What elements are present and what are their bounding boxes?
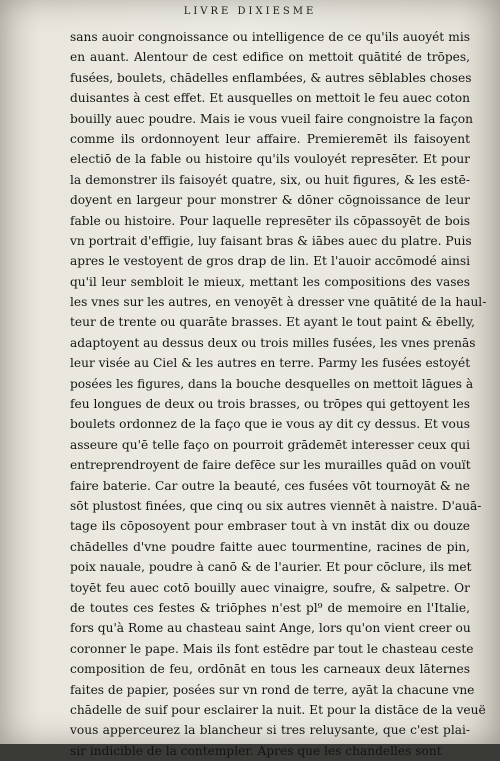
- text-line: asseure qu'ē telle faço on pourroit grādemēt interesser ceux qui: [70, 437, 470, 452]
- running-head: LIVRE DIXIESME: [183, 6, 317, 17]
- text-line: coronner le pape. Mais ils font estēdre par tout le chasteau ceste: [70, 641, 474, 656]
- text-line: teur de trente ou quarāte brasses. Et ayant le tout paint & ēbelly,: [70, 315, 476, 330]
- text-line: electiō de la fable ou histoire qu'ils vouloyét represēter. Et pour: [70, 152, 470, 167]
- text-line: poix nauale, poudre à canō & de l'aurier. Et pour cōclure, ils met: [70, 560, 472, 575]
- text-line: sans auoir congnoissance ou intelligence de ce qu'ils auoyét mis: [70, 30, 470, 44]
- text-line: comme ils ordonnoyent leur affaire. Premieremēt ils faisoyent: [70, 131, 470, 146]
- text-line: chādelle de suif pour esclairer la nuit. Et pour la distāce de la veuë: [70, 702, 486, 717]
- text-line: fusées, boulets, chādelles enflambées, & autres sēblables choses: [70, 70, 472, 85]
- text-line: de toutes ces festes & triōphes n'est pl⁹ de memoire en l'Italie,: [70, 600, 470, 615]
- text-line: fable ou histoire. Pour laquelle represēter ils cōpassoyēt de bois: [70, 213, 470, 228]
- text-line: duisantes à cest effet. Et ausquelles on mettoit le feu auec coton: [70, 91, 470, 106]
- body-text: [70, 27, 487, 761]
- text-line: qu'il leur sembloit le mieux, mettant les compositions des vases: [70, 274, 470, 289]
- text-line: toyēt feu auec cotō bouilly auec vinaigre, soufre, & salpetre. Or: [70, 580, 470, 595]
- text-line: tage ils cōposoyent pour embraser tout à vn instāt dix ou douze: [70, 519, 470, 534]
- text-line: leur visée au Ciel & les autres en terre. Parmy les fusées estoyét: [70, 356, 471, 371]
- text-line: feu longues de deux ou trois brasses, ou trōpes qui gettoyent les: [70, 397, 470, 412]
- text-line: les vnes sur les autres, en venoyēt à dresser vne quātité de la haul-: [70, 295, 487, 310]
- text-line: sir indicible de la contempler. Apres que les chandelles sont: [70, 743, 442, 758]
- text-line: vn portrait d'effigie, luy faisant bras & iābes auec du platre. Puis: [70, 233, 472, 248]
- text-line: adaptoyent au dessus deux ou trois milles fusées, les vnes prenās: [70, 335, 476, 350]
- text-line: boulets ordonnez de la faço que ie vous ay dit cy dessus. Et vous: [70, 417, 470, 432]
- text-line: composition de feu, ordōnāt en tous les carneaux deux lāternes: [70, 662, 470, 677]
- text-line: fors qu'à Rome au chasteau saint Ange, lors qu'on vient creer ou: [70, 621, 471, 636]
- text-line: chādelles d'vne poudre faitte auec tourmentine, racines de pin,: [70, 539, 470, 554]
- text-line: vous apperceurez la blancheur si tres reluysante, que c'est plai-: [70, 723, 470, 738]
- text-line: la demonstrer ils faisoyét quatre, six, ou huit figures, & les estē-: [70, 172, 470, 187]
- text-line: bouilly auec poudre. Mais ie vous vueil faire congnoistre la façon: [70, 111, 473, 126]
- text-line: en auant. Alentour de cest edifice on mettoit quātité de trōpes,: [70, 50, 470, 65]
- text-line: faites de papier, posées sur vn rond de terre, ayāt la chacune vne: [70, 682, 475, 697]
- text-line: entreprendroyent de faire defēce sur les murailles quād on vouït: [70, 458, 471, 473]
- text-line: faire baterie. Car outre la beauté, ces fusées vōt tournoyāt & ne: [70, 478, 470, 493]
- text-line: posées les figures, dans la bouche desquelles on mettoit lāgues à: [70, 376, 474, 391]
- text-line: sōt plustost finées, que cinq ou six autres viennēt à naistre. D'auā-: [70, 498, 482, 513]
- text-line: doyent en largeur pour monstrer & dōner cōgnoissance de leur: [70, 193, 470, 208]
- text-line: apres le vestoyent de gros drap de lin. Et l'auoir accōmodé ainsi: [70, 254, 470, 269]
